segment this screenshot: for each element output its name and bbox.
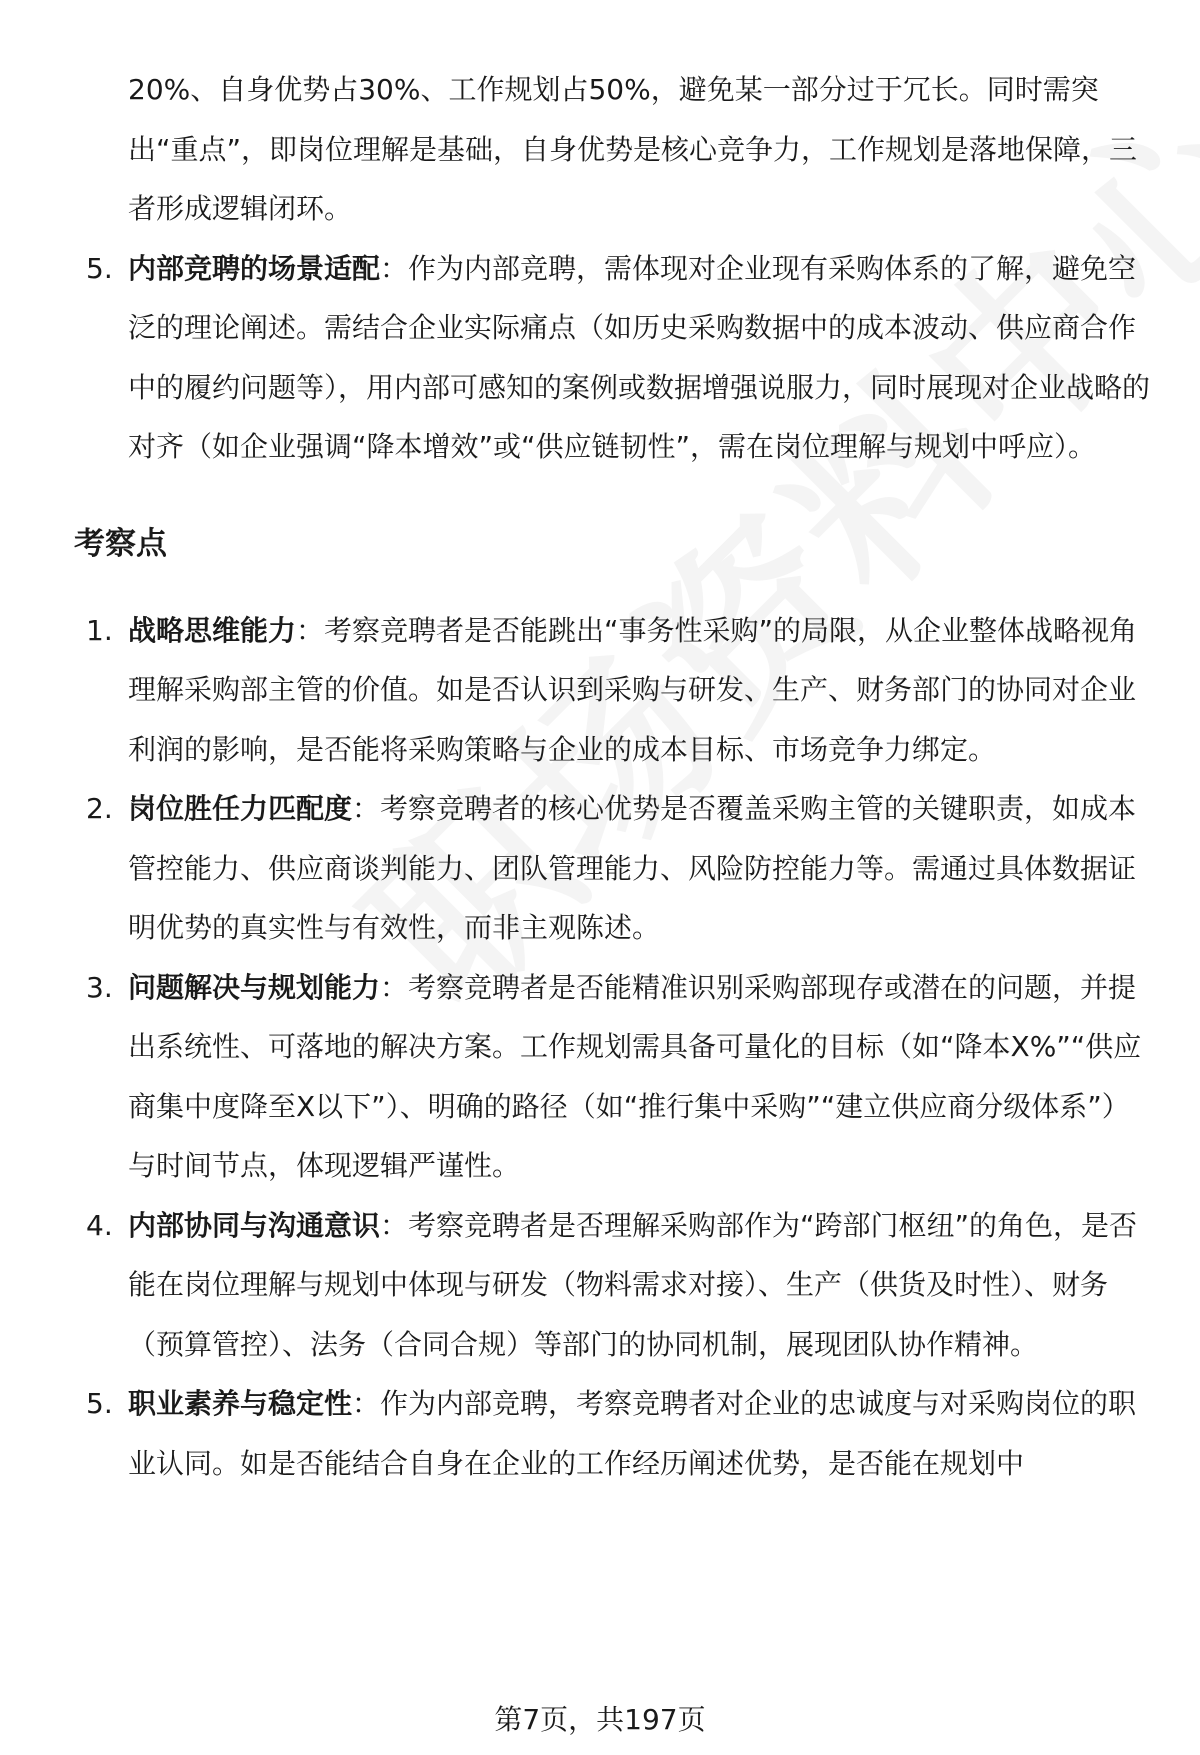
- list-item-collaboration: [0, 1196, 1200, 1375]
- list-item-professionalism: [0, 1374, 1200, 1493]
- list-item-text: 考察竞聘者是否能跳出“事务性采购”的局限，从企业整体战略视角理解采购部主管的价值。如是否认识到采购与研发、生产、财务部门的协同对企业利润的影响，是否能将采购策略与企业的成本目标、市场竞争力绑定。: [128, 613, 1138, 766]
- list-item-separator: ：: [380, 1208, 409, 1242]
- list-item-term: 职业素养与稳定性: [128, 1387, 353, 1420]
- list-item-strategic-thinking: [0, 601, 1200, 780]
- list-item-number: 3.: [86, 970, 113, 1004]
- page-number: 第7页，共197页: [494, 1703, 706, 1736]
- page-content: [0, 60, 1200, 1493]
- list-item-number: 1.: [86, 613, 113, 647]
- list-item-term: 战略思维能力: [128, 613, 297, 647]
- list-item-separator: ：: [380, 251, 409, 285]
- list-item-text: 考察竞聘者是否能精准识别采购部现存或潜在的问题，并提出系统性、可落地的解决方案。工作规划需具备可量化的目标（如“降本X%”“供应商集中度降至X以下”）、明确的路径（如“推行集中采购”“建立供应商分级体系”）与时间节点，体现逻辑严谨性。: [128, 970, 1142, 1182]
- list-item-text: 作为内部竞聘，需体现对企业现有采购体系的了解，避免空泛的理论阐述。需结合企业实际痛点（如历史采购数据中的成本波动、供应商合作中的履约问题等），用内部可感知的案例或数据增强说服力，同时展现对企业战略的对齐（如企业强调“降本增效”或“供应链韧性”，需在岗位理解与规划中呼应）。: [128, 251, 1151, 463]
- list-item-term: 内部竞聘的场景适配: [128, 251, 381, 285]
- list-item-number: 5.: [86, 251, 113, 285]
- list-item-number: 5.: [86, 1387, 113, 1420]
- list-item-separator: ：: [352, 792, 381, 825]
- list-item-problem-solving: [0, 958, 1200, 1196]
- list-item-term: 问题解决与规划能力: [128, 970, 381, 1004]
- list-item-term: 内部协同与沟通意识: [128, 1208, 381, 1242]
- list-item-scene-adaptation: [0, 239, 1200, 477]
- list-item-number: 2.: [86, 792, 113, 825]
- page-footer: [0, 1700, 1200, 1740]
- section-title: 考察点: [74, 525, 167, 562]
- list-item-term: 岗位胜任力匹配度: [128, 792, 353, 825]
- list-item-text: 作为内部竞聘，考察竞聘者对企业的忠诚度与对采购岗位的职业认同。如是否能结合自身在企业的工作经历阐述优势，是否能在规划中: [128, 1387, 1137, 1480]
- list-item-competency-match: [0, 779, 1200, 958]
- list-item-number: 4.: [86, 1208, 113, 1242]
- list-item-separator: ：: [296, 613, 325, 647]
- continued-paragraph-text: 20%、自身优势占30%、工作规划占50%，避免某一部分过于冗长。同时需突出“重点”，即岗位理解是基础，自身优势是核心竞争力，工作规划是落地保障，三者形成逻辑闭环。: [128, 73, 1138, 225]
- continued-paragraph: [0, 60, 1200, 239]
- list-item-separator: ：: [352, 1387, 381, 1420]
- list-item-text: 考察竞聘者是否理解采购部作为“跨部门枢纽”的角色，是否能在岗位理解与规划中体现与研发（物料需求对接）、生产（供货及时性）、财务（预算管控）、法务（合同合规）等部门的协同机制，展现团队协作精神。: [128, 1208, 1138, 1361]
- list-item-separator: ：: [380, 970, 409, 1004]
- list-item-text: 考察竞聘者的核心优势是否覆盖采购主管的关键职责，如成本管控能力、供应商谈判能力、团队管理能力、风险防控能力等。需通过具体数据证明优势的真实性与有效性，而非主观陈述。: [128, 792, 1137, 944]
